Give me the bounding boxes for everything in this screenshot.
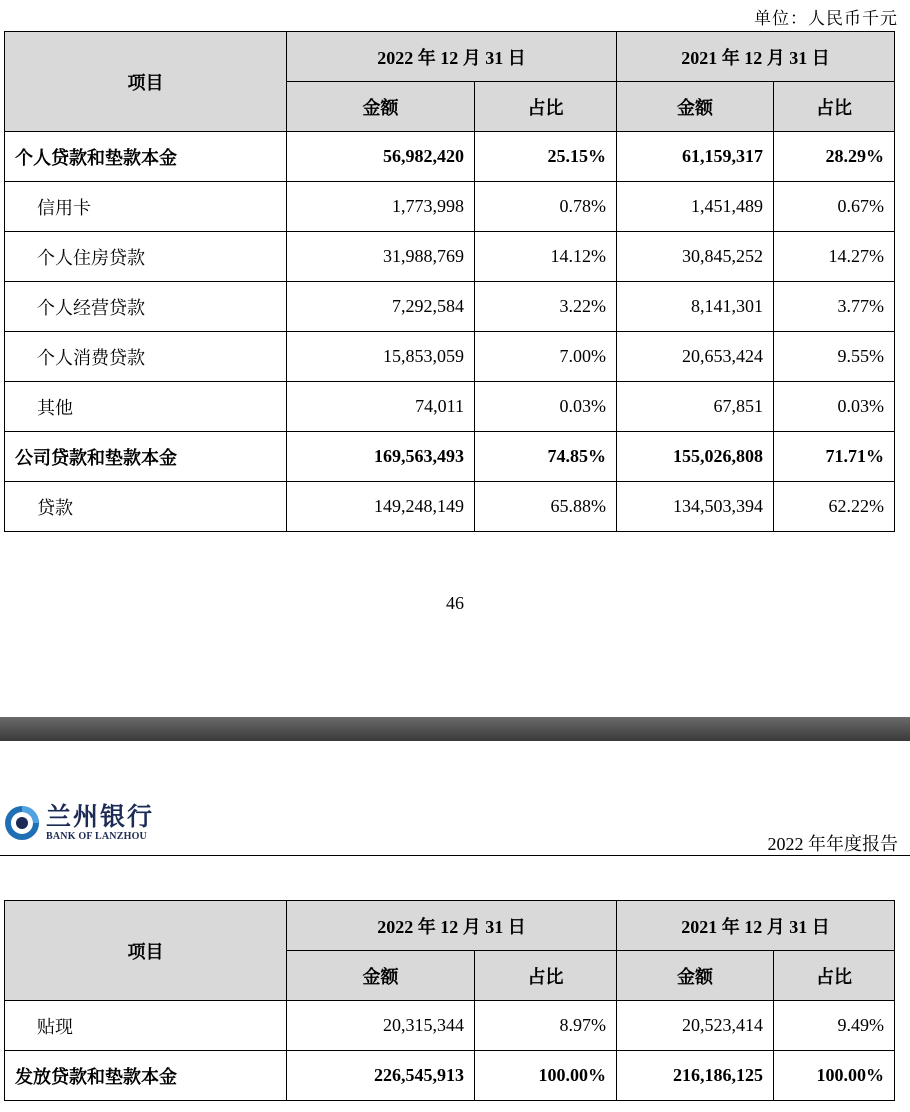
amount-2022: 169,563,493 (287, 432, 475, 482)
header-item: 项目 (5, 901, 287, 1001)
bank-name-cn: 兰州银行 (46, 802, 155, 831)
amount-2021: 134,503,394 (617, 482, 774, 532)
ratio-2021: 28.29% (774, 132, 895, 182)
header-year-2022: 2022 年 12 月 31 日 (287, 901, 617, 951)
ratio-2021: 100.00% (774, 1051, 895, 1101)
header-ratio-2021: 占比 (774, 951, 895, 1001)
table-row (5, 382, 895, 432)
amount-2022: 15,853,059 (287, 332, 475, 382)
ratio-2022: 65.88% (475, 482, 617, 532)
ratio-2021: 0.67% (774, 182, 895, 232)
header-year-2022: 2022 年 12 月 31 日 (287, 32, 617, 82)
table-row (5, 182, 895, 232)
ratio-2022: 0.78% (475, 182, 617, 232)
ratio-2022: 0.03% (475, 382, 617, 432)
header-rule (0, 855, 910, 856)
header-amount-2021: 金额 (617, 951, 774, 1001)
header-ratio-2022: 占比 (475, 951, 617, 1001)
row-label: 其他 (5, 382, 287, 432)
ratio-2021: 14.27% (774, 232, 895, 282)
ratio-2022: 3.22% (475, 282, 617, 332)
table-row (5, 332, 895, 382)
row-label: 个人贷款和垫款本金 (5, 132, 287, 182)
amount-2022: 149,248,149 (287, 482, 475, 532)
bank-logo (4, 800, 154, 846)
amount-2021: 20,653,424 (617, 332, 774, 382)
table-row (5, 132, 895, 182)
amount-2021: 8,141,301 (617, 282, 774, 332)
bank-name-en: BANK OF LANZHOU (46, 831, 147, 842)
table-row (5, 482, 895, 532)
row-label: 个人消费贷款 (5, 332, 287, 382)
amount-2022: 56,982,420 (287, 132, 475, 182)
amount-2021: 155,026,808 (617, 432, 774, 482)
amount-2022: 7,292,584 (287, 282, 475, 332)
table-row (5, 282, 895, 332)
header-amount-2022: 金额 (287, 951, 475, 1001)
page-number: 46 (446, 593, 464, 613)
table-row (5, 232, 895, 282)
table-row (5, 1001, 895, 1051)
ratio-2021: 3.77% (774, 282, 895, 332)
row-label: 个人住房贷款 (5, 232, 287, 282)
ratio-2021: 0.03% (774, 382, 895, 432)
header-amount-2022: 金额 (287, 82, 475, 132)
amount-2022: 226,545,913 (287, 1051, 475, 1101)
table-row (5, 432, 895, 482)
row-label: 贴现 (5, 1001, 287, 1051)
ratio-2022: 7.00% (475, 332, 617, 382)
amount-2022: 74,011 (287, 382, 475, 432)
header-ratio-2021: 占比 (774, 82, 895, 132)
amount-2021: 30,845,252 (617, 232, 774, 282)
amount-2021: 61,159,317 (617, 132, 774, 182)
row-label: 贷款 (5, 482, 287, 532)
bank-logo-icon (4, 805, 40, 841)
amount-2022: 1,773,998 (287, 182, 475, 232)
header-amount-2021: 金额 (617, 82, 774, 132)
row-label: 信用卡 (5, 182, 287, 232)
header-year-2021: 2021 年 12 月 31 日 (617, 901, 895, 951)
loan-table-top (4, 31, 895, 532)
page-separator-band (0, 717, 910, 741)
header-item: 项目 (5, 32, 287, 132)
amount-2021: 67,851 (617, 382, 774, 432)
ratio-2022: 100.00% (475, 1051, 617, 1101)
header-ratio-2022: 占比 (475, 82, 617, 132)
ratio-2022: 8.97% (475, 1001, 617, 1051)
amount-2021: 1,451,489 (617, 182, 774, 232)
row-label: 个人经营贷款 (5, 282, 287, 332)
ratio-2021: 62.22% (774, 482, 895, 532)
unit-label: 单位：人民币千元 (754, 9, 898, 28)
ratio-2022: 74.85% (475, 432, 617, 482)
ratio-2021: 9.49% (774, 1001, 895, 1051)
amount-2021: 216,186,125 (617, 1051, 774, 1101)
amount-2022: 20,315,344 (287, 1001, 475, 1051)
report-title: 2022 年年度报告 (767, 834, 898, 854)
ratio-2021: 9.55% (774, 332, 895, 382)
ratio-2022: 14.12% (475, 232, 617, 282)
row-label: 发放贷款和垫款本金 (5, 1051, 287, 1101)
ratio-2022: 25.15% (475, 132, 617, 182)
amount-2022: 31,988,769 (287, 232, 475, 282)
loan-table-bottom (4, 900, 895, 1101)
amount-2021: 20,523,414 (617, 1001, 774, 1051)
ratio-2021: 71.71% (774, 432, 895, 482)
row-label: 公司贷款和垫款本金 (5, 432, 287, 482)
table-row (5, 1051, 895, 1101)
header-year-2021: 2021 年 12 月 31 日 (617, 32, 895, 82)
